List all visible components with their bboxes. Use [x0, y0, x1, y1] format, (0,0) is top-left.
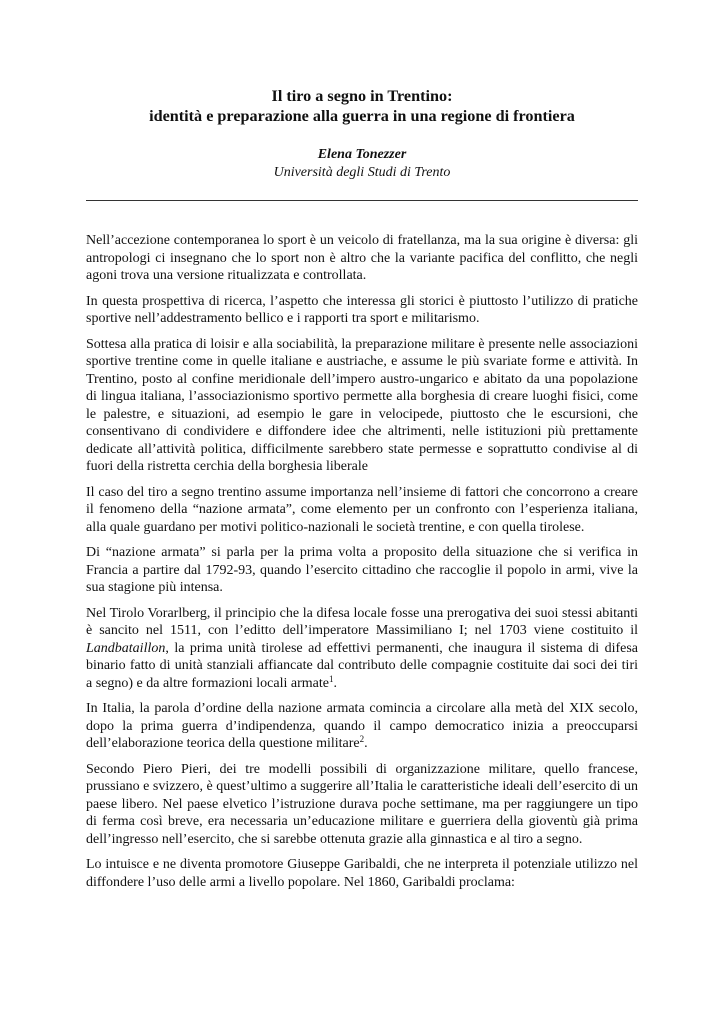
paper-title	[86, 86, 638, 126]
title-line-1: Il tiro a segno in Trentino:	[271, 87, 453, 105]
paragraph-6-text-b: , la prima unità tirolese ad effettivi permanenti, che inaugura il sistema di difesa binario fatto di unità stanziali affiancate dal contributo delle compagnie costituite dai soci dei tiri a segno) e da altre formazioni locali armate	[86, 640, 638, 691]
paragraph-2: In questa prospettiva di ricerca, l’aspetto che interessa gli storici è piuttosto l’utilizzo di pratiche sportive nell’addestramento bellico e i rapporti tra sport e militarismo.	[86, 293, 638, 326]
author-name: Elena Tonezzer	[317, 147, 407, 162]
paragraph-3: Sottesa alla pratica di loisir e alla sociabilità, la preparazione militare è presente nelle associazioni sportive trentine come in quelle italiane e austriache, e assume le più svariate forme e attività. In Trentino, posto al confine meridionale dell’impero austro-ungarico e abitato da una popolazione di lingua italiana, l’associazionismo sportivo permette alla borghesia di creare luoghi fisici, come le palestre, e situazioni, ad esempio le gare in velocipede, piuttosto che le escursioni, che consentivano di condividere e diffondere idee che altrimenti, nelle istituzioni più prettamente dedicate all’attività politica, difficilmente sarebbero state permesse e soprattutto condivise al di fuori della ristretta cerchia della borghesia liberale	[86, 336, 638, 474]
paragraph-6	[86, 605, 638, 693]
paragraph-4: Il caso del tiro a segno trentino assume importanza nell’insieme di fattori che concorrono a creare il fenomeno della “nazione armata”, come elemento per un confronto con l’esperienza italiana, alla quale guardano per motivi politico-nazionali le società trentine, e con quella tirolese.	[86, 484, 638, 535]
header-divider	[86, 200, 638, 201]
paragraph-5: Di “nazione armata” si parla per la prima volta a proposito della situazione che si verifica in Francia a partire dal 1792-93, quando l’esercito cittadino che raccoglie il popolo in armi, vive la sua stagione più intensa.	[86, 545, 638, 595]
footnote-ref-1[interactable]: 1	[328, 673, 334, 684]
paragraph-6-end: .	[333, 675, 337, 691]
paragraph-7-text: In Italia, la parola d’ordine della nazione armata comincia a circolare alla metà del XIX secolo, dopo la prima guerra d’indipendenza, quando il campo democratico inizia a preoccuparsi dell’elaborazione teorica della questione militare	[86, 701, 638, 751]
paragraph-7-end: .	[364, 736, 368, 751]
paragraph-6-text-a: Nel Tirolo Vorarlberg, il principio che la difesa locale fosse una prerogativa dei suoi stessi abitanti è sancito nel 1511, con l’editto dell’imperatore Massimiliano I; nel 1703 viene costituito il	[86, 605, 638, 638]
footnote-ref-2[interactable]: 2	[359, 734, 365, 744]
paragraph-6-italic: Landbataillon	[86, 640, 166, 656]
paper-body	[86, 232, 638, 899]
title-line-2: identità e preparazione alla guerra in una regione di frontiera	[149, 107, 575, 125]
paragraph-1: Nell’accezione contemporanea lo sport è un veicolo di fratellanza, ma la sua origine è diversa: gli antropologi ci insegnano che lo sport non è altro che la variante pacifica del conflitto, che negli agoni trova una versione ritualizzata e controllata.	[86, 233, 638, 283]
paper-header	[86, 86, 638, 182]
paragraph-8: Secondo Piero Pieri, dei tre modelli possibili di organizzazione militare, quello francese, prussiano e svizzero, è quest’ultimo a suggerire all’Italia le caratteristiche ideali dell’esercito di un paese libero. Nel paese elvetico l’istruzione durava poche settimane, ma per raggiungere un tipo di ferma così breve, era necessaria un’educazione militare e guerriera della gioventù già prima dell’ingresso nell’esercito, che si sarebbe ottenuta grazie alla ginnastica e al tiro a segno.	[86, 761, 639, 847]
paragraph-9: Lo intuisce e ne diventa promotore Giuseppe Garibaldi, che ne interpreta il potenziale utilizzo nel diffondere l’uso delle armi a livello popolare. Nel 1860, Garibaldi proclama:	[86, 857, 638, 890]
paragraph-7	[86, 700, 638, 753]
author-affiliation: Università degli Studi di Trento	[273, 165, 451, 180]
